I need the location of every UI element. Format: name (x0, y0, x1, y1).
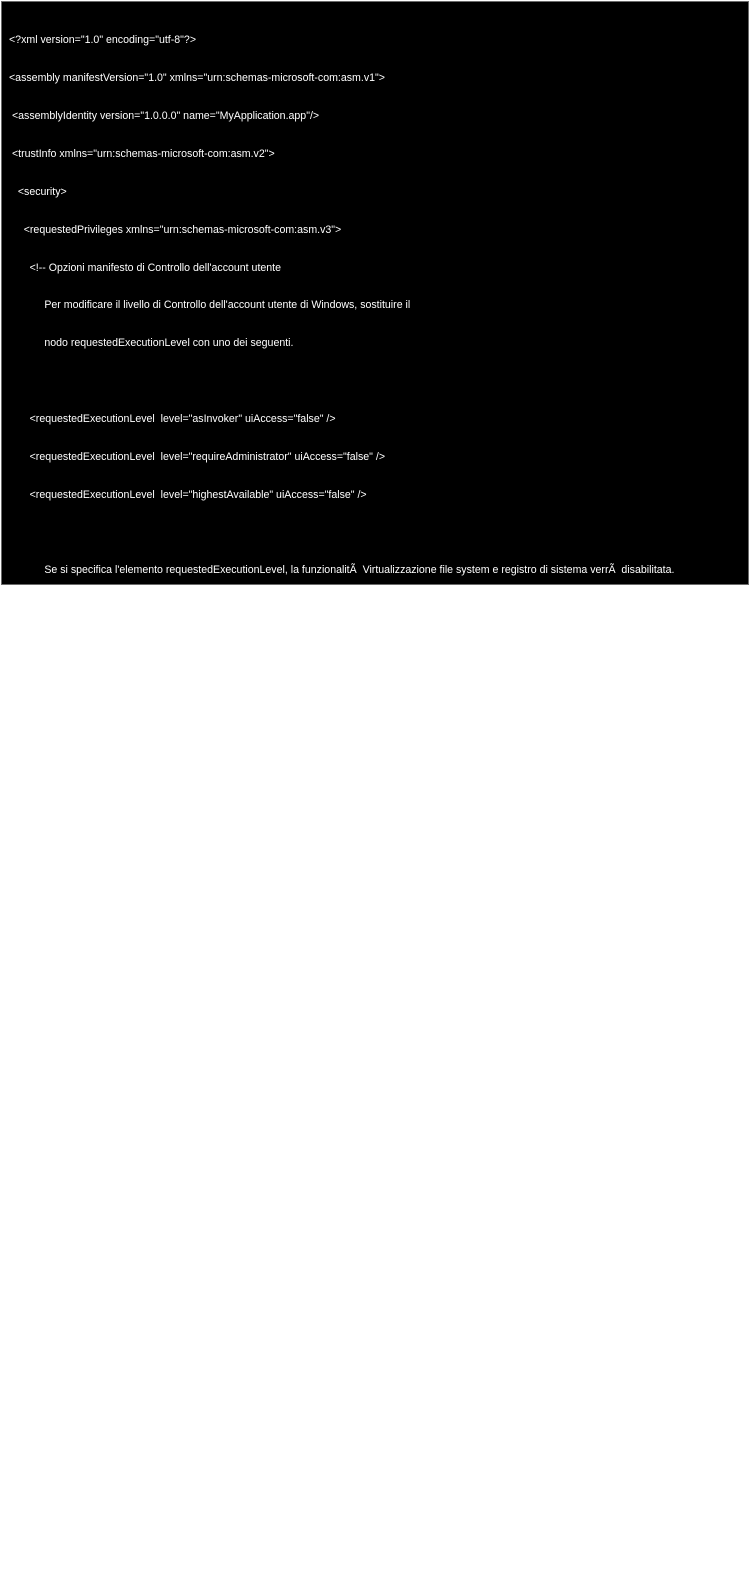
code-line: </application> (9, 1170, 84, 1183)
code-line (9, 1133, 740, 1146)
code-line: <assemblyIdentity version="1.0.0.0" name="MyApplication.app"/> (9, 110, 320, 122)
code-line: <compatibility xmlns="urn:schemas-microsoft-com:compatibility.v1"> (9, 867, 333, 880)
code-line: …cut… (9, 1094, 57, 1107)
code-line: </security> (9, 753, 70, 766)
code-line: nodo requestedExecutionLevel con uno dei seguenti. (9, 337, 294, 350)
code-screenshot-panel (1, 1, 749, 1562)
code-line: <!-- Opzioni manifesto di Controllo dell'account utente (9, 261, 282, 274)
code-line: <requestedExecutionLevel level="highestAvailable" uiAccess="false" /> (9, 488, 367, 501)
code-line: <!-- Indica che l'applicazione Ã¨ sensibile ai valori DPI e non verrÃ scalata automaticamente da Windows in caso di (9, 1246, 551, 1259)
code-line (9, 1473, 740, 1486)
code-line: <requestedExecutionLevel level="requireAdministrator" uiAccess="false" /> (9, 450, 386, 463)
code-line: <?xml version="1.0" encoding="utf-8"?> (9, 34, 197, 47)
code-line: <requestedPrivileges xmlns="urn:schemas-microsoft-com:asm.v3"> (9, 223, 342, 236)
code-line: </trustInfo> (9, 791, 66, 804)
code-line: <requestedExecutionLevel level="asInvoker" uiAccess="false" /> (9, 412, 336, 425)
code-line: esplicitamente a questa impostazione, (9, 1397, 189, 1410)
code-line: Rimuovere questo elemento se l'applicazione richiede questa virtualizzazione per (9, 602, 426, 615)
code-line: Per modificare il livello di Controllo dell'account utente di Windows, sostituire il (9, 299, 411, 312)
code-line: Imposta l'applicazione in modo riconosca i percorsi lunghi. Vedere (9, 1511, 337, 1524)
code-line: </compatibility> (9, 1208, 86, 1221)
code-line: <trustInfo xmlns="urn:schemas-microsoft-com:asm.v2"> (9, 147, 275, 160)
code-line: Ã¨ anche necessario impostare 'EnableWindowsFormsHighDpiAutoResizing' su 'true' nel relativo file app.config. (9, 1435, 551, 1448)
code-line: necessario (9, 1321, 61, 1334)
code-line: --> (9, 678, 43, 691)
code-line: acconsentire esplicitamente. Con le applicazioni Windows Forms destinate a .NET Framework 4.6 per cui Ã¨ stato acconsentito (9, 1359, 623, 1372)
code-line (9, 1057, 740, 1070)
code-line: https://docs.microsoft.com/windows/win32/fileio/maximum-file-path-limitation --> (9, 1549, 383, 1562)
code-line: </requestedPrivileges> (9, 715, 133, 728)
code-line: compatibilitÃ con le versioni precedenti. (9, 640, 234, 653)
code-line (9, 375, 740, 388)
code-line: <!-- Elenco delle versioni di Windows in cui Ã¨ stata testata questa applicazione e (9, 943, 405, 956)
code-line: per cui Ã¨ stato previsto l'uso. Rimuovere il commento dagli elementi appropriati per (9, 981, 431, 994)
code-line (9, 527, 740, 540)
code-line (9, 830, 740, 843)
code-line: <application> (9, 905, 81, 918)
code-line: Se si specifica l'elemento requestedExecutionLevel, la funzionalitÃ Virtualizzazione file system e registro di sistema verrÃ disabilitata. (9, 564, 675, 577)
code-line: <security> (9, 185, 67, 198)
manifest-code-block (9, 9, 740, 1587)
code-line: fare in modo che Windows selezioni automaticamente l'ambiente piÃ¹ compatibile. --> (9, 1018, 440, 1031)
code-line: <assembly manifestVersion="1.0" xmlns="urn:schemas-microsoft-com:asm.v1"> (9, 72, 385, 85)
code-line: valori DPI maggiori. Le applicazioni Windows Presentation Foundation (WPF) sono automaticamente sensibili ai valori DPI, pertanto non Ã¨ (9, 1284, 680, 1297)
